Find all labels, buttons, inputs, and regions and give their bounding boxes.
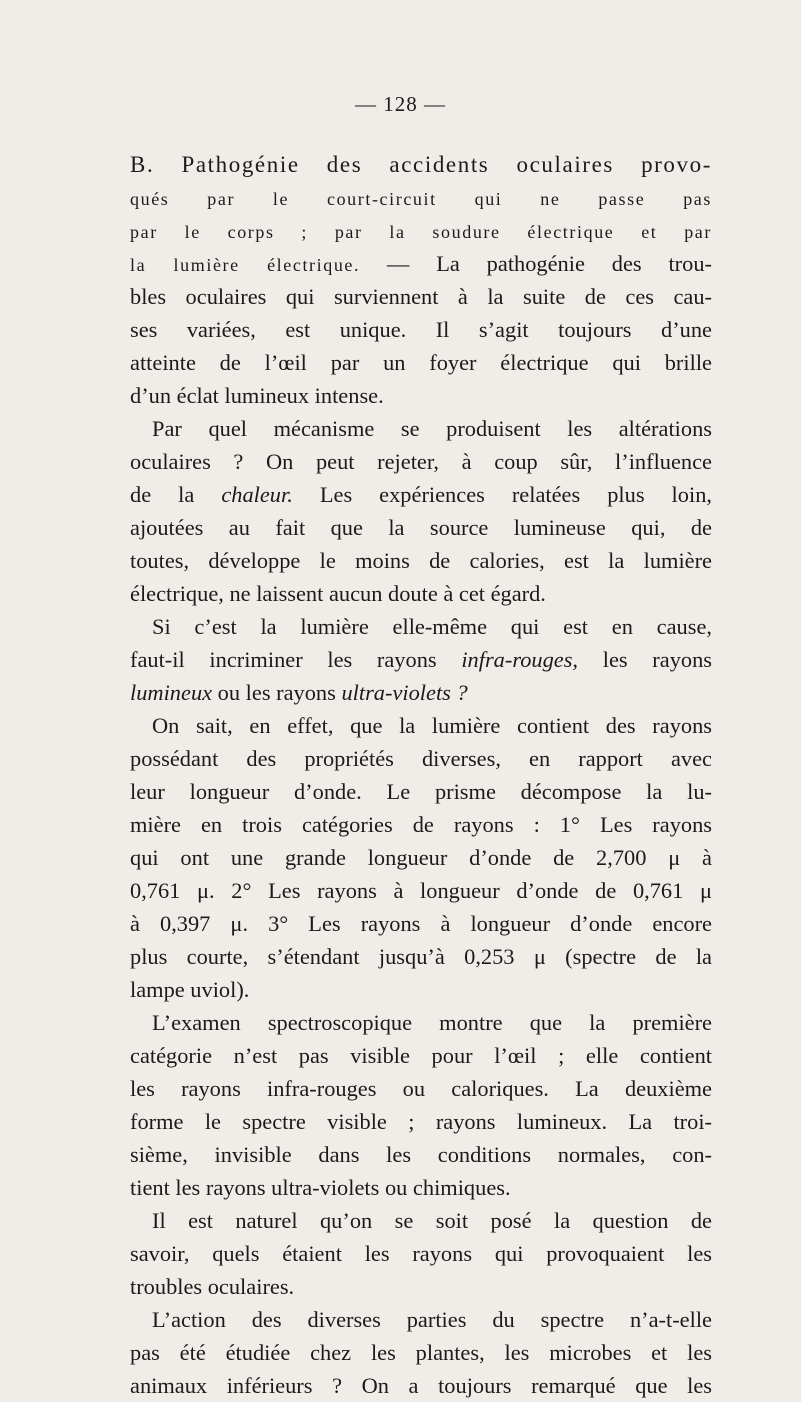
text-line: pas été étudiée chez les plantes, les microbes et les — [130, 1340, 712, 1365]
paragraph-first-line: Par quel mécanisme se produisent les altérations — [152, 416, 712, 441]
text-line: animaux inférieurs ? On a toujours remarqué que les — [130, 1373, 712, 1398]
text-line: possédant des propriétés diverses, en rapport avec — [130, 746, 712, 771]
text-line: qui ont une grande longueur d’onde de 2,700 μ à — [130, 845, 712, 870]
text-line — [130, 643, 712, 676]
paragraph-first-line: Si c’est la lumière elle-même qui est en cause, — [152, 614, 712, 639]
text-line: lampe uviol). — [130, 977, 250, 1002]
text-span: ou les rayons — [212, 680, 342, 705]
text-span: Les expériences relatées plus loin, — [292, 482, 712, 507]
page-number: — 128 — — [355, 92, 446, 116]
heading-text: par le corps ; par la soudure électrique et par — [130, 222, 712, 242]
text-line — [130, 676, 712, 709]
text-line: atteinte de l’œil par un foyer électrique qui brille — [130, 350, 712, 375]
text-span: faut-il incriminer les rayons — [130, 647, 462, 672]
text-line — [130, 247, 712, 280]
text-span: — La pathogénie des trou- — [360, 251, 712, 276]
section-heading-line — [130, 214, 712, 247]
italic-text: chaleur. — [221, 482, 293, 507]
section-heading-line — [130, 181, 712, 214]
italic-text: lumineux — [130, 680, 213, 705]
paragraph-first-line: L’examen spectroscopique montre que la première — [152, 1010, 712, 1035]
paragraph-first-line: L’action des diverses parties du spectre n’a-t-elle — [152, 1307, 712, 1332]
text-span: de la — [130, 482, 222, 507]
text-line: plus courte, s’étendant jusqu’à 0,253 μ (spectre de la — [130, 944, 712, 969]
text-line: savoir, quels étaient les rayons qui provoquaient les — [130, 1241, 712, 1266]
text-line: forme le spectre visible ; rayons lumineux. La troi- — [130, 1109, 712, 1134]
heading-text: B. Pathogénie des accidents oculaires provo- — [130, 152, 712, 177]
text-line: les rayons infra-rouges ou caloriques. La deuxième — [130, 1076, 712, 1101]
text-line: toutes, développe le moins de calories, est la lumière — [130, 548, 712, 573]
text-line: d’un éclat lumineux intense. — [130, 383, 384, 408]
text-line: oculaires ? On peut rejeter, à coup sûr, l’influence — [130, 449, 712, 474]
text-line: ses variées, est unique. Il s’agit toujours d’une — [130, 317, 712, 342]
text-line: 0,761 μ. 2° Les rayons à longueur d’onde de 0,761 μ — [130, 878, 712, 903]
text-line: à 0,397 μ. 3° Les rayons à longueur d’onde encore — [130, 911, 712, 936]
italic-text: ultra-violets ? — [341, 680, 468, 705]
heading-text: la lumière électrique. — [130, 255, 361, 275]
text-span: les rayons — [578, 647, 712, 672]
text-line: électrique, ne laissent aucun doute à cet égard. — [130, 581, 546, 606]
text-line: troubles oculaires. — [130, 1274, 295, 1299]
text-line: leur longueur d’onde. Le prisme décompose la lu- — [130, 779, 712, 804]
heading-text: qués par le court-circuit qui ne passe pas — [130, 189, 712, 209]
paragraph-first-line: On sait, en effet, que la lumière contient des rayons — [152, 713, 712, 738]
text-line — [130, 478, 712, 511]
text-line: catégorie n’est pas visible pour l’œil ; elle contient — [130, 1043, 712, 1068]
text-line: mière en trois catégories de rayons : 1° Les rayons — [130, 812, 712, 837]
section-heading-line — [130, 148, 712, 181]
body-text — [130, 148, 712, 1402]
text-line: ajoutées au fait que la source lumineuse qui, de — [130, 515, 712, 540]
text-line: bles oculaires qui surviennent à la suite de ces cau- — [130, 284, 712, 309]
paragraph-first-line: Il est naturel qu’on se soit posé la question de — [152, 1208, 712, 1233]
text-line: tient les rayons ultra-violets ou chimiques. — [130, 1175, 511, 1200]
italic-text: infra-rouges, — [461, 647, 579, 672]
text-line: sième, invisible dans les conditions normales, con- — [130, 1142, 712, 1167]
